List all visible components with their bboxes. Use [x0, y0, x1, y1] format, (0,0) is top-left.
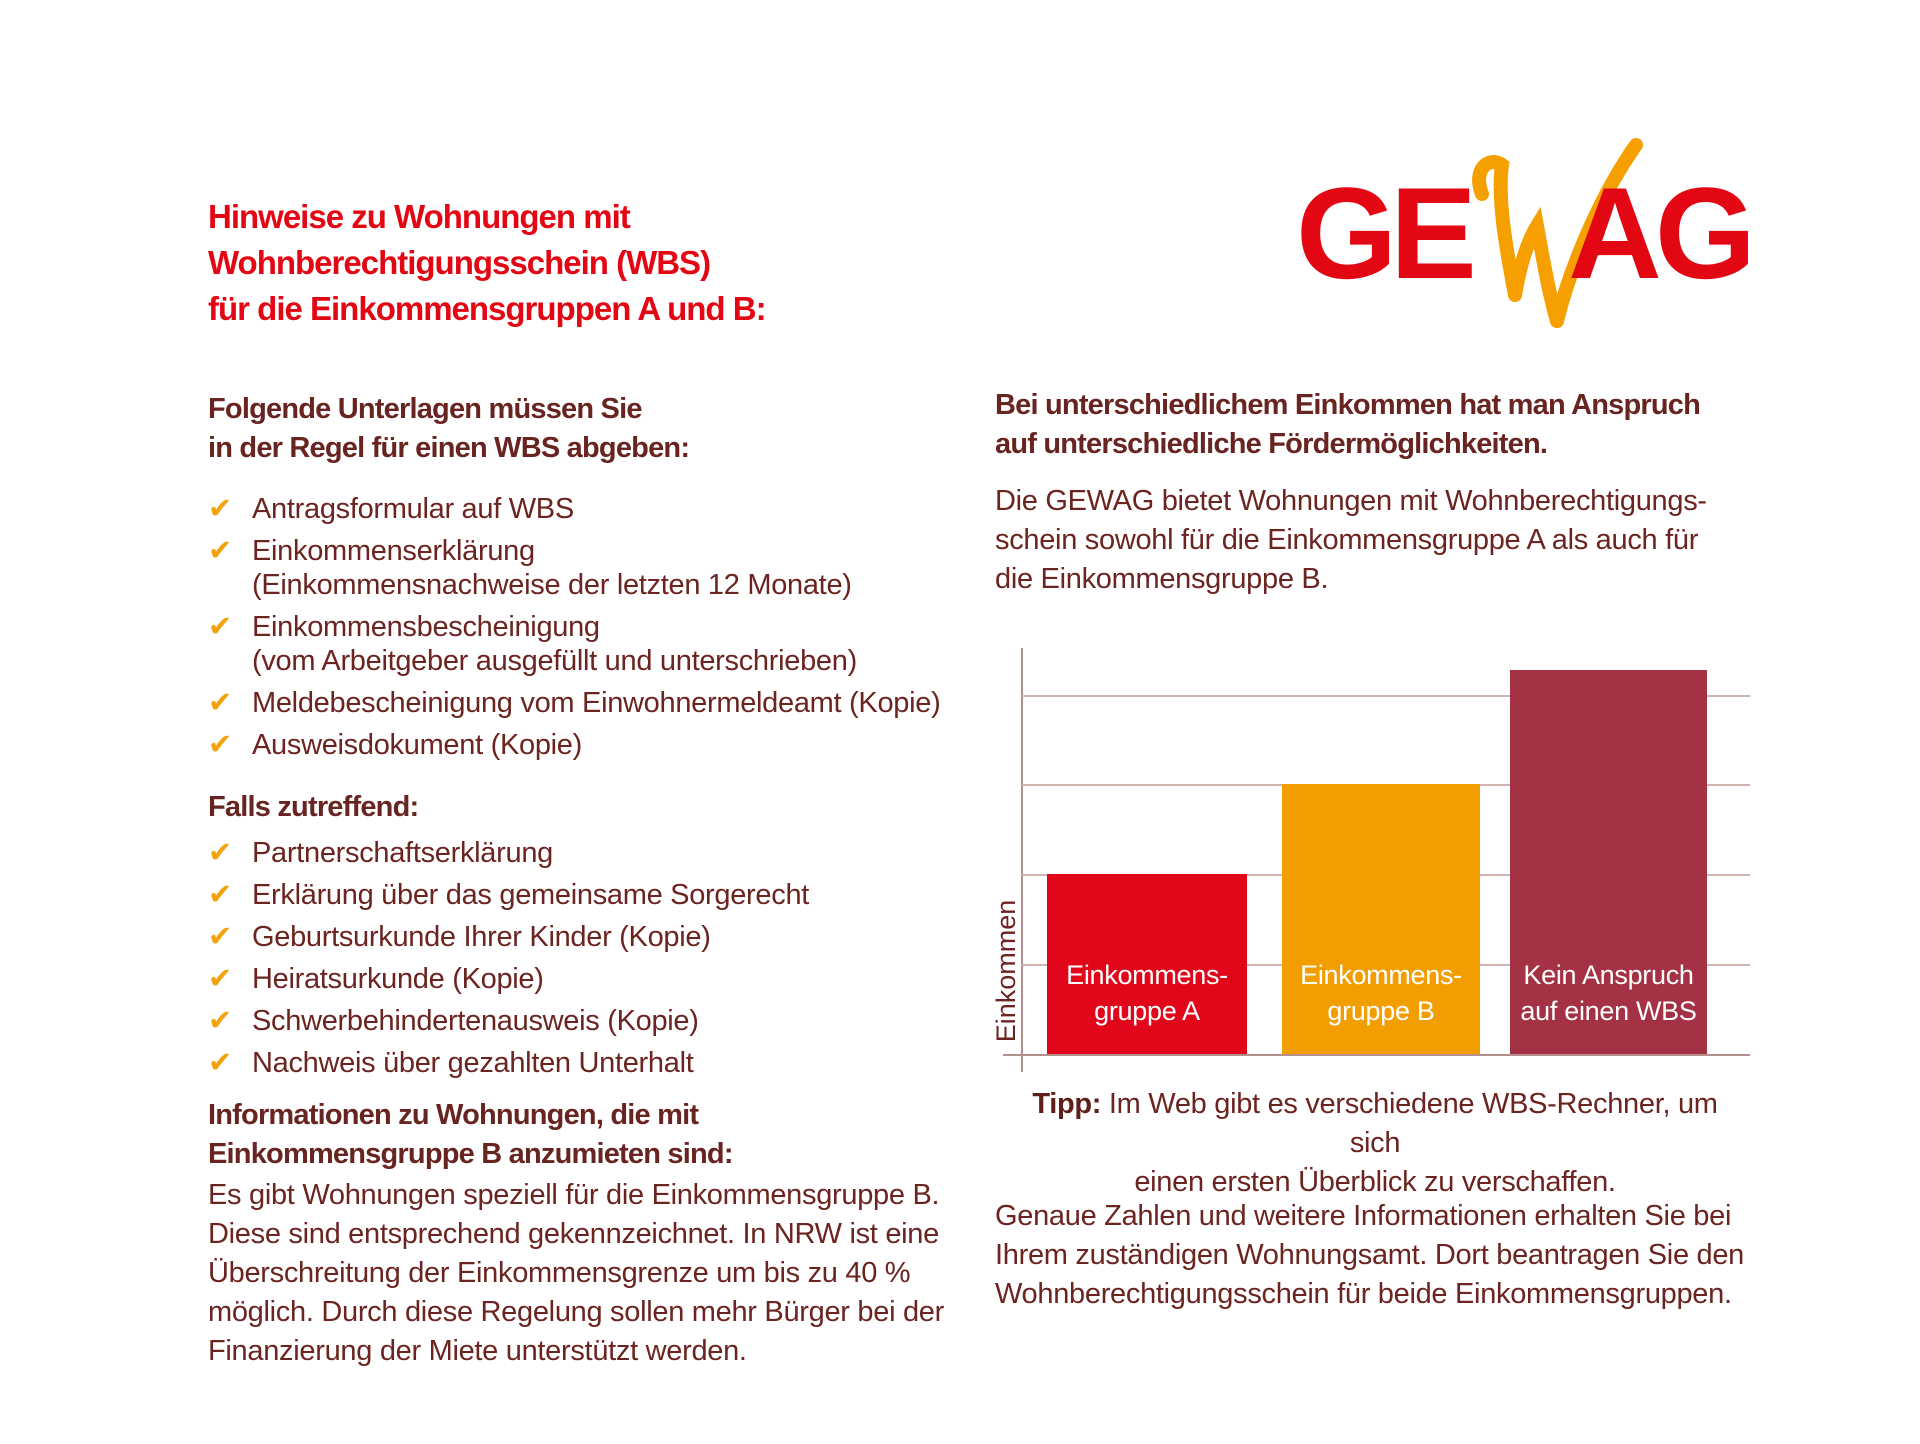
check-icon: ✔ — [208, 1047, 232, 1079]
bar-label-line: auf einen WBS — [1520, 996, 1697, 1026]
income-bar-chart — [991, 640, 1755, 1072]
paragraph-line: Diese sind entsprechend gekennzeichnet. In NRW ist eine — [208, 1218, 939, 1250]
y-axis-label: Einkommen — [991, 899, 1021, 1043]
required-documents-heading — [208, 390, 908, 469]
check-icon: ✔ — [208, 921, 232, 953]
check-icon: ✔ — [208, 611, 232, 643]
page-title-line: Wohnberechtigungsschein (WBS) — [208, 244, 711, 282]
bar-label-line: Einkommens- — [1300, 960, 1462, 990]
checklist-item — [208, 686, 968, 720]
logo-text-ag: AG — [1568, 160, 1749, 306]
y-axis-line — [1021, 648, 1023, 1072]
tipp-line: einen ersten Überblick zu verschaffen. — [1134, 1166, 1616, 1198]
checklist-item — [208, 534, 968, 602]
check-icon: ✔ — [208, 687, 232, 719]
page-title-line: Hinweise zu Wohnungen mit — [208, 198, 630, 235]
checklist-item — [208, 962, 968, 996]
income-intro-paragraph — [995, 482, 1775, 599]
checklist-item — [208, 1046, 968, 1080]
tipp-note — [1015, 1085, 1735, 1202]
page-title-line: für die Einkommensgruppen A und B: — [208, 290, 766, 328]
check-icon: ✔ — [208, 493, 232, 525]
check-icon: ✔ — [208, 1005, 232, 1037]
conditional-documents-checklist — [208, 836, 968, 1088]
heading-line: Informationen zu Wohnungen, die mit — [208, 1099, 699, 1131]
paragraph-line: Genaue Zahlen und weitere Informationen erhalten Sie bei — [995, 1200, 1732, 1232]
conditional-documents-heading: Falls zutreffend: — [208, 791, 419, 823]
tipp-label: Tipp: — [1032, 1088, 1102, 1120]
bar-label-line: Einkommens- — [1066, 960, 1228, 990]
checklist-item-label: Schwerbehindertenausweis (Kopie) — [252, 1005, 699, 1037]
checklist-item — [208, 878, 968, 912]
checklist-item-sublabel: (vom Arbeitgeber ausgefüllt und unterschrieben) — [252, 645, 857, 677]
checklist-item — [208, 610, 968, 678]
required-documents-checklist — [208, 492, 968, 770]
tipp-text: Im Web gibt es verschiedene WBS-Rechner, um sich — [1101, 1088, 1718, 1159]
bar-label — [1282, 957, 1480, 1029]
tipp-line — [1015, 1085, 1735, 1163]
checklist-item-label: Antragsformular auf WBS — [252, 493, 574, 525]
heading-line: Bei unterschiedlichem Einkommen hat man Anspruch — [995, 389, 1701, 421]
bar-label-line: gruppe B — [1327, 996, 1435, 1026]
checklist-item — [208, 728, 968, 762]
checklist-item — [208, 920, 968, 954]
paragraph-line: Ihrem zuständigen Wohnungsamt. Dort beantragen Sie den — [995, 1239, 1745, 1271]
x-axis-line — [1003, 1054, 1750, 1056]
checklist-item-label: Meldebescheinigung vom Einwohnermeldeamt (Kopie) — [252, 687, 941, 719]
paragraph-line: Wohnberechtigungsschein für beide Einkommensgruppen. — [995, 1278, 1732, 1310]
checklist-item-label: Ausweisdokument (Kopie) — [252, 729, 582, 761]
checklist-item-sublabel: (Einkommensnachweise der letzten 12 Monate) — [252, 569, 852, 601]
check-icon: ✔ — [208, 729, 232, 761]
checklist-item — [208, 836, 968, 870]
paragraph-line: schein sowohl für die Einkommensgruppe A als auch für — [995, 524, 1699, 556]
paragraph-line: die Einkommensgruppe B. — [995, 563, 1329, 595]
checklist-item-label: Partnerschaftserklärung — [252, 837, 553, 869]
checklist-item-label: Einkommensbescheinigung — [252, 611, 600, 643]
checklist-item-label: Nachweis über gezahlten Unterhalt — [252, 1047, 694, 1079]
check-icon: ✔ — [208, 535, 232, 567]
paragraph-line: Es gibt Wohnungen speziell für die Einkommensgruppe B. — [208, 1179, 940, 1211]
paragraph-line: Die GEWAG bietet Wohnungen mit Wohnberechtigungs- — [995, 485, 1707, 517]
checklist-item-label: Heiratsurkunde (Kopie) — [252, 963, 544, 995]
page-title — [208, 194, 948, 333]
heading-line: auf unterschiedliche Fördermöglichkeiten. — [995, 428, 1548, 461]
heading-line: Folgende Unterlagen müssen Sie — [208, 393, 642, 425]
checklist-item-label: Geburtsurkunde Ihrer Kinder (Kopie) — [252, 921, 711, 953]
income-heading — [995, 386, 1755, 465]
heading-line: Einkommensgruppe B anzumieten sind: — [208, 1138, 733, 1171]
checklist-item-label: Einkommenserklärung — [252, 535, 535, 567]
contact-paragraph — [995, 1197, 1775, 1314]
gewag-logo — [1296, 138, 1756, 338]
heading-line: in der Regel für einen WBS abgeben: — [208, 432, 690, 465]
check-icon: ✔ — [208, 963, 232, 995]
bar-label — [1047, 957, 1247, 1029]
checklist-item-label: Erklärung über das gemeinsame Sorgerecht — [252, 879, 810, 911]
paragraph-line: möglich. Durch diese Regelung sollen mehr Bürger bei der — [208, 1296, 944, 1328]
paragraph-line: Überschreitung der Einkommensgrenze um bis zu 40 % — [208, 1257, 911, 1289]
bar-income-group-a — [1047, 874, 1247, 1055]
bar-label-line: Kein Anspruch — [1523, 960, 1694, 990]
check-icon: ✔ — [208, 879, 232, 911]
group-b-info-paragraph — [208, 1176, 968, 1371]
bar-income-group-b — [1282, 784, 1480, 1055]
group-b-info-heading — [208, 1096, 908, 1175]
checklist-item — [208, 492, 968, 526]
bar-label — [1510, 957, 1707, 1029]
checklist-item — [208, 1004, 968, 1038]
paragraph-line: Finanzierung der Miete unterstützt werden. — [208, 1335, 747, 1367]
bar-label-line: gruppe A — [1094, 996, 1200, 1026]
logo-text-ge: GE — [1296, 160, 1470, 306]
bar-no-wbs-claim — [1510, 670, 1707, 1055]
check-icon: ✔ — [208, 837, 232, 869]
